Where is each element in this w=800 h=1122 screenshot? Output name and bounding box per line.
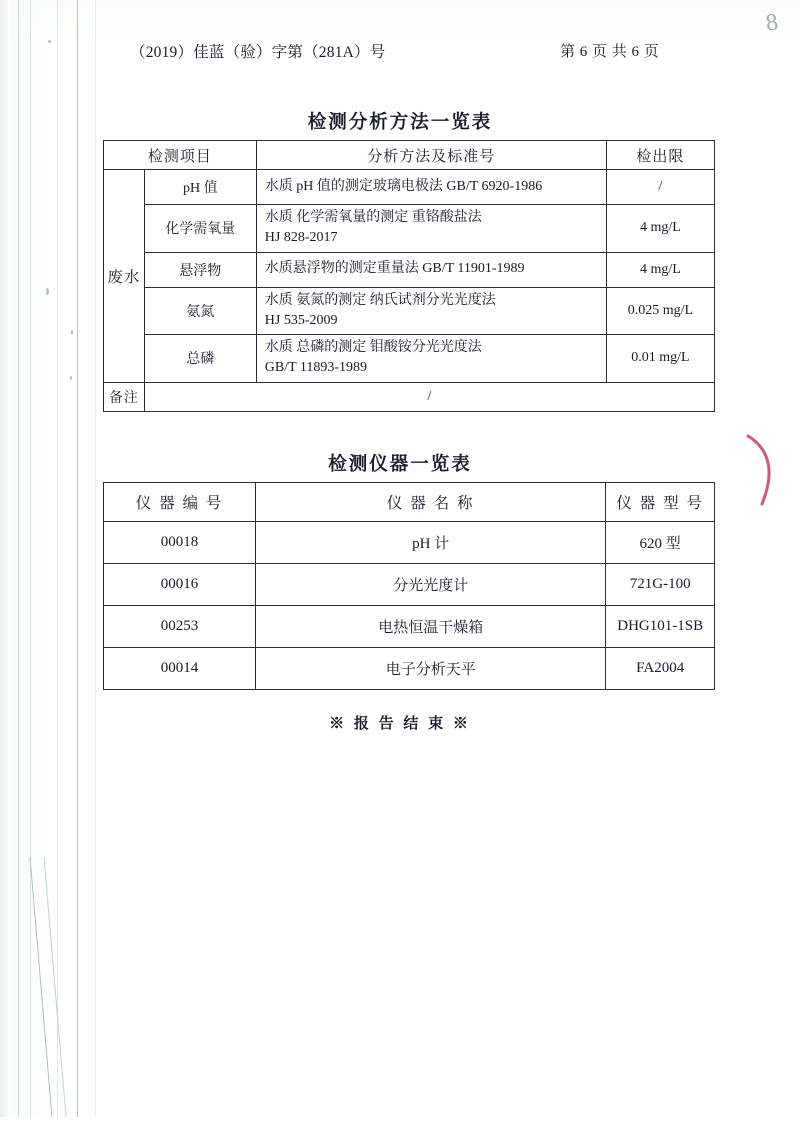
item-name: pH 值 — [144, 170, 256, 205]
detection-limit: 4 mg/L — [606, 205, 714, 253]
table-row — [104, 335, 715, 383]
instrument-name: 电热恒温干燥箱 — [256, 606, 606, 648]
group-label-wastewater: 废水 — [104, 170, 145, 383]
instrument-no: 00014 — [104, 648, 256, 690]
instrument-model: 620 型 — [606, 522, 715, 564]
method-line-2: HJ 828-2017 — [264, 230, 338, 246]
header-limit: 检出限 — [606, 141, 714, 170]
remark-value: / — [144, 382, 714, 411]
detection-limit: 4 mg/L — [606, 252, 714, 287]
instrument-model: DHG101-1SB — [606, 606, 715, 648]
method-text — [256, 335, 606, 383]
instrument-model: 721G-100 — [606, 564, 715, 606]
method-line-2: HJ 535-2009 — [264, 312, 338, 328]
item-name: 悬浮物 — [144, 252, 256, 287]
methods-table-title: 检测分析方法一览表 — [307, 113, 493, 133]
method-line-2: GB/T 11893-1989 — [264, 360, 368, 376]
table-row — [104, 287, 715, 335]
instruments-table-title: 检测仪器一览表 — [328, 455, 472, 475]
method-line-1: 水质 总磷的测定 钼酸铵分光光度法 — [264, 340, 482, 356]
instrument-model: FA2004 — [606, 648, 715, 690]
scan-edge-artifacts — [0, 857, 120, 1117]
analysis-methods-table — [103, 140, 715, 412]
method-line-1: 水质 化学需氧量的测定 重铬酸盐法 — [264, 210, 482, 225]
instrument-no: 00018 — [104, 522, 256, 564]
instruments-table — [103, 482, 715, 690]
header-instrument-model: 仪 器 型 号 — [606, 483, 715, 522]
method-line-1: 水质 pH 值的测定玻璃电极法 GB/T 6920-1986 — [264, 178, 543, 194]
table-row — [104, 564, 715, 606]
header-instrument-name: 仪 器 名 称 — [256, 483, 606, 522]
table-header-row — [104, 483, 715, 522]
instrument-no: 00016 — [104, 564, 256, 606]
item-name: 总磷 — [144, 335, 256, 383]
document-number: （2019）佳蓝（验）字第（281A）号 — [130, 44, 386, 61]
table-row — [104, 522, 715, 564]
method-text — [256, 170, 606, 205]
table-row — [104, 170, 715, 205]
header-instrument-no: 仪 器 编 号 — [104, 483, 256, 522]
method-text — [256, 205, 606, 253]
report-end-mark: ※ 报 告 结 束 ※ — [329, 716, 471, 732]
instrument-name: pH 计 — [256, 522, 606, 564]
detection-limit: 0.01 mg/L — [606, 335, 714, 383]
method-line-1: 水质 氨氮的测定 纳氏试剂分光光度法 — [264, 292, 496, 308]
table-row — [104, 606, 715, 648]
table-row — [104, 648, 715, 690]
table-row — [104, 252, 715, 287]
method-text — [256, 287, 606, 335]
item-name: 氨氮 — [144, 287, 256, 335]
method-line-1: 水质悬浮物的测定重量法 GB/T 11901-1989 — [264, 261, 525, 277]
instrument-name: 分光光度计 — [256, 564, 606, 606]
handwritten-page-number: 8 — [764, 9, 780, 37]
detection-limit: / — [606, 170, 714, 205]
header-item: 检测项目 — [104, 141, 257, 170]
instrument-no: 00253 — [104, 606, 256, 648]
instrument-name: 电子分析天平 — [256, 648, 606, 690]
detection-limit: 0.025 mg/L — [606, 287, 714, 335]
header-method: 分析方法及标准号 — [256, 141, 606, 170]
red-pen-mark — [742, 432, 782, 507]
table-header-row — [104, 141, 715, 170]
page-indicator: 第 6 页 共 6 页 — [560, 44, 660, 60]
remark-row — [104, 382, 715, 411]
item-name: 化学需氧量 — [144, 205, 256, 253]
remark-label: 备注 — [104, 382, 145, 411]
method-text — [256, 252, 606, 287]
table-row — [104, 205, 715, 253]
